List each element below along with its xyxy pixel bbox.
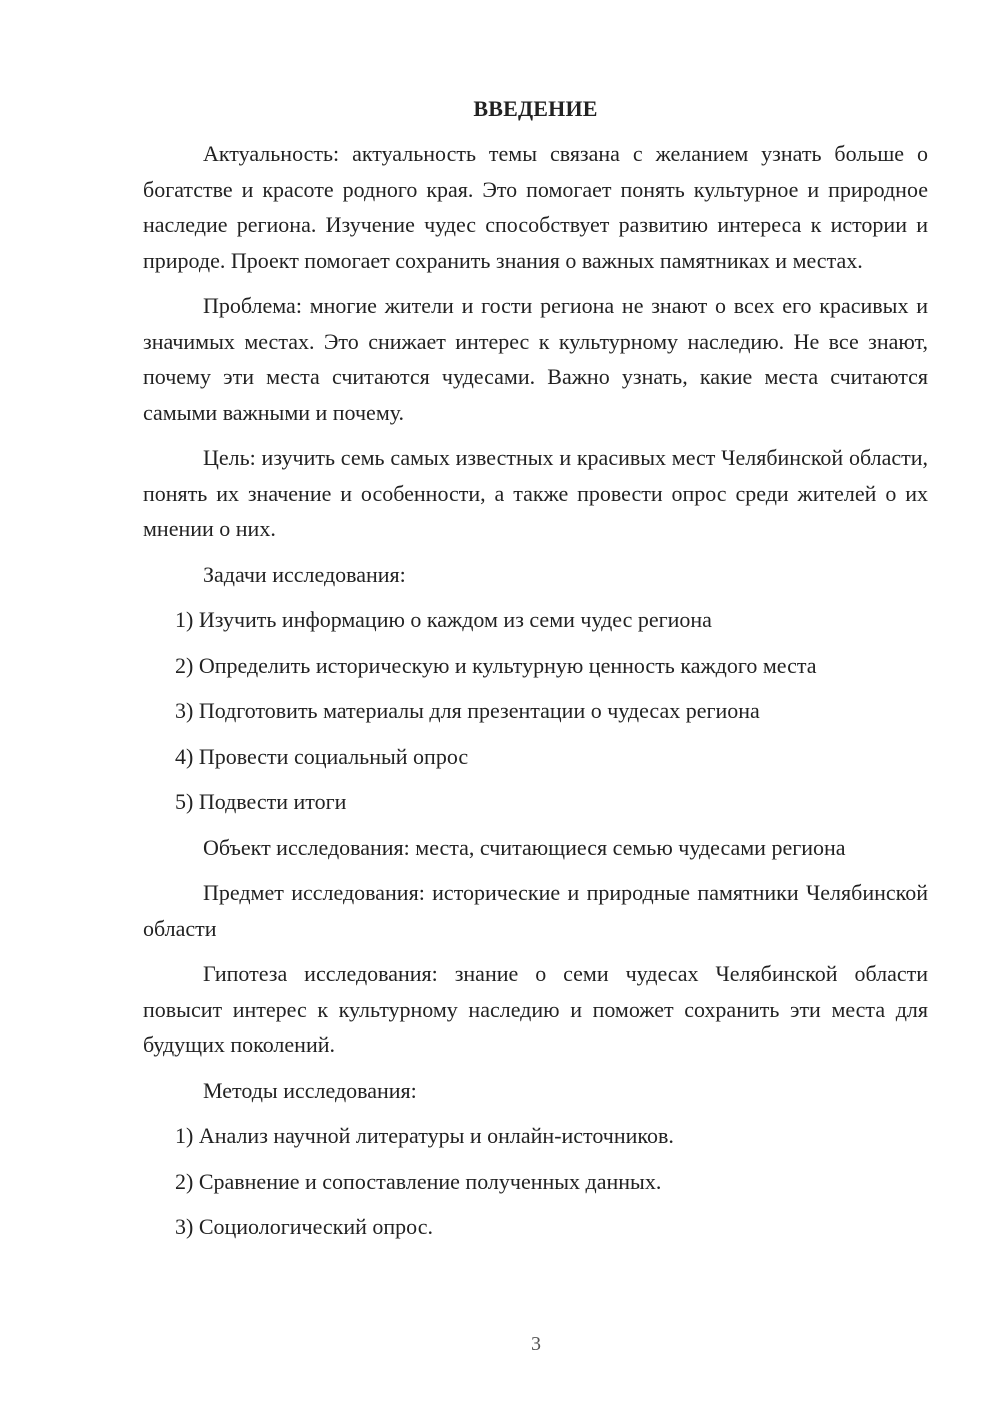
task-item: 5) Подвести итоги [175,789,347,814]
task-item: 2) Определить историческую и культурную ценность каждого места [175,652,817,678]
method-item: 1) Анализ научной литературы и онлайн-источников. [175,1123,674,1148]
task-item: 4) Провести социальный опрос [175,743,469,769]
relevance-paragraph: Актуальность: актуальность темы связана с желанием узнать больше о богатстве и красоте родного края. Это помогает понять культурное и природное наследие региона. Изучение чудес способствует развитию интереса к истории и природе. Проект помогает сохранить знания о важных памятниках и местах. [143,141,928,273]
problem-paragraph: Проблема: многие жители и гости региона не знают о всех его красивых и значимых местах. Это снижает интерес к культурному наследию. Не все знают, почему эти места считаются чудесами. Важно узнать, какие места считаются самыми важными и почему. [143,293,928,425]
tasks-heading: Задачи исследования: [203,561,406,587]
task-item: 3) Подготовить материалы для презентации о чудесах региона [175,698,760,723]
page-number: 3 [531,1333,541,1355]
methods-heading: Методы исследования: [203,1077,417,1103]
method-item: 2) Сравнение и сопоставление полученных данных. [175,1168,662,1194]
hypothesis-paragraph: Гипотеза исследования: знание о семи чудесах Челябинской области повысит интерес к культурному наследию и поможет сохранить эти места для будущих поколений. [143,961,928,1057]
method-item: 3) Социологический опрос. [175,1214,433,1239]
object-line: Объект исследования: места, считающиеся семью чудесами региона [203,834,846,860]
subject-paragraph: Предмет исследования: исторические и природные памятники Челябинской области [143,880,928,941]
document-body [143,94,928,1255]
section-heading: ВВЕДЕНИЕ [473,96,598,121]
goal-paragraph: Цель: изучить семь самых известных и красивых мест Челябинской области, понять их значение и особенности, а также провести опрос среди жителей о их мнении о них. [143,445,928,541]
task-item: 1) Изучить информацию о каждом из семи чудес региона [175,607,712,632]
